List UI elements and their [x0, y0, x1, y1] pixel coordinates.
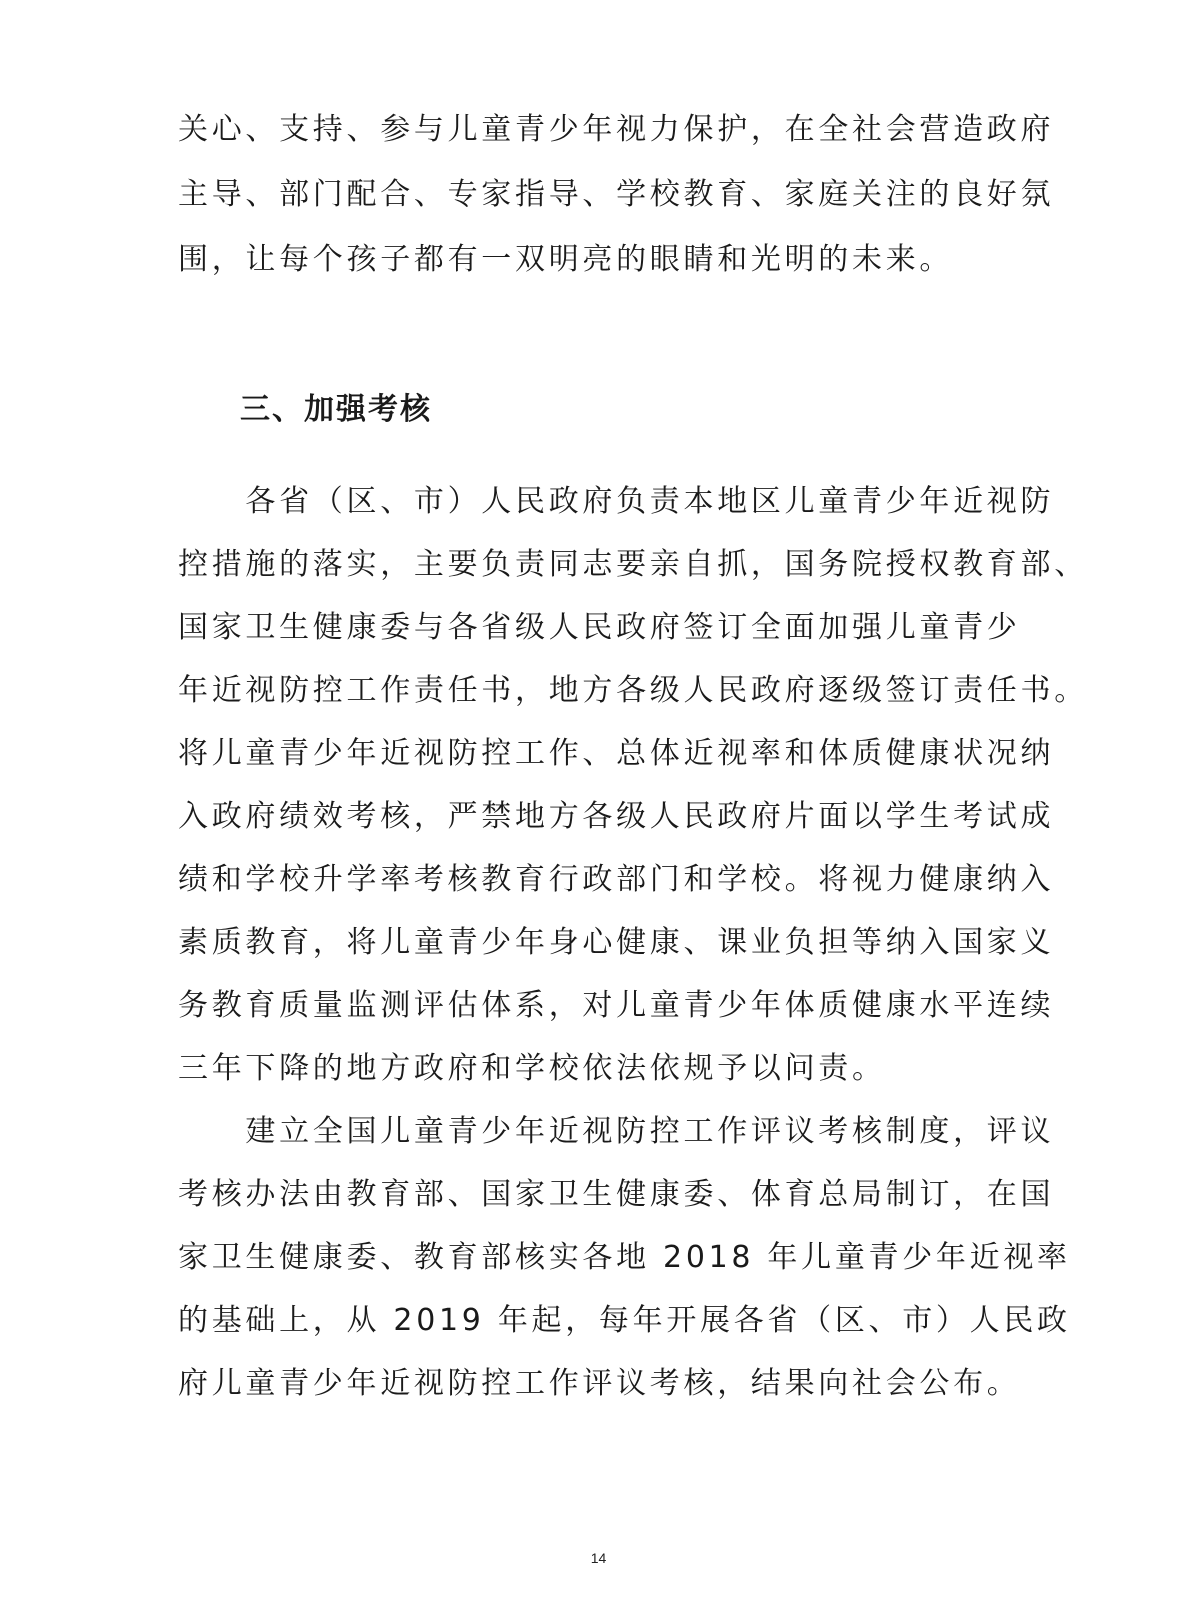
paragraph1-line-2: 控措施的落实，主要负责同志要亲自抓，国务院授权教育部、: [178, 547, 1088, 582]
paragraph1-line-8: 素质教育，将儿童青少年身心健康、课业负担等纳入国家义: [178, 925, 1055, 960]
paragraph1-line-3: 国家卫生健康委与各省级人民政府签订全面加强儿童青少: [178, 610, 1021, 645]
intro-line-3: 围，让每个孩子都有一双明亮的眼睛和光明的未来。: [178, 242, 954, 277]
paragraph1-line-5: 将儿童青少年近视防控工作、总体近视率和体质健康状况纳: [178, 736, 1055, 771]
paragraph2-line-3: 家卫生健康委、教育部核实各地 2018 年儿童青少年近视率: [178, 1240, 1071, 1275]
paragraph2-line-1: 建立全国儿童青少年近视防控工作评议考核制度，评议: [178, 1114, 1055, 1149]
paragraph2-line-4: 的基础上，从 2019 年起，每年开展各省（区、市）人民政: [178, 1303, 1071, 1338]
paragraph1-line-10: 三年下降的地方政府和学校依法依规予以问责。: [178, 1051, 886, 1086]
paragraph1-line-6: 入政府绩效考核，严禁地方各级人民政府片面以学生考试成: [178, 799, 1055, 834]
page-number: 14: [590, 1550, 607, 1566]
paragraph1-line-4: 年近视防控工作责任书，地方各级人民政府逐级签订责任书。: [178, 673, 1088, 708]
intro-line-1: 关心、支持、参与儿童青少年视力保护，在全社会营造政府: [178, 112, 1055, 147]
paragraph2-line-2: 考核办法由教育部、国家卫生健康委、体育总局制订，在国: [178, 1177, 1055, 1212]
paragraph1-line-9: 务教育质量监测评估体系，对儿童青少年体质健康水平连续: [178, 988, 1055, 1023]
section-heading: 三、加强考核: [240, 392, 432, 427]
paragraph2-line-5: 府儿童青少年近视防控工作评议考核，结果向社会公布。: [178, 1366, 1021, 1401]
intro-line-2: 主导、部门配合、专家指导、学校教育、家庭关注的良好氛: [178, 177, 1055, 212]
paragraph1-line-7: 绩和学校升学率考核教育行政部门和学校。将视力健康纳入: [178, 862, 1055, 897]
paragraph1-line-1: 各省（区、市）人民政府负责本地区儿童青少年近视防: [178, 484, 1055, 519]
